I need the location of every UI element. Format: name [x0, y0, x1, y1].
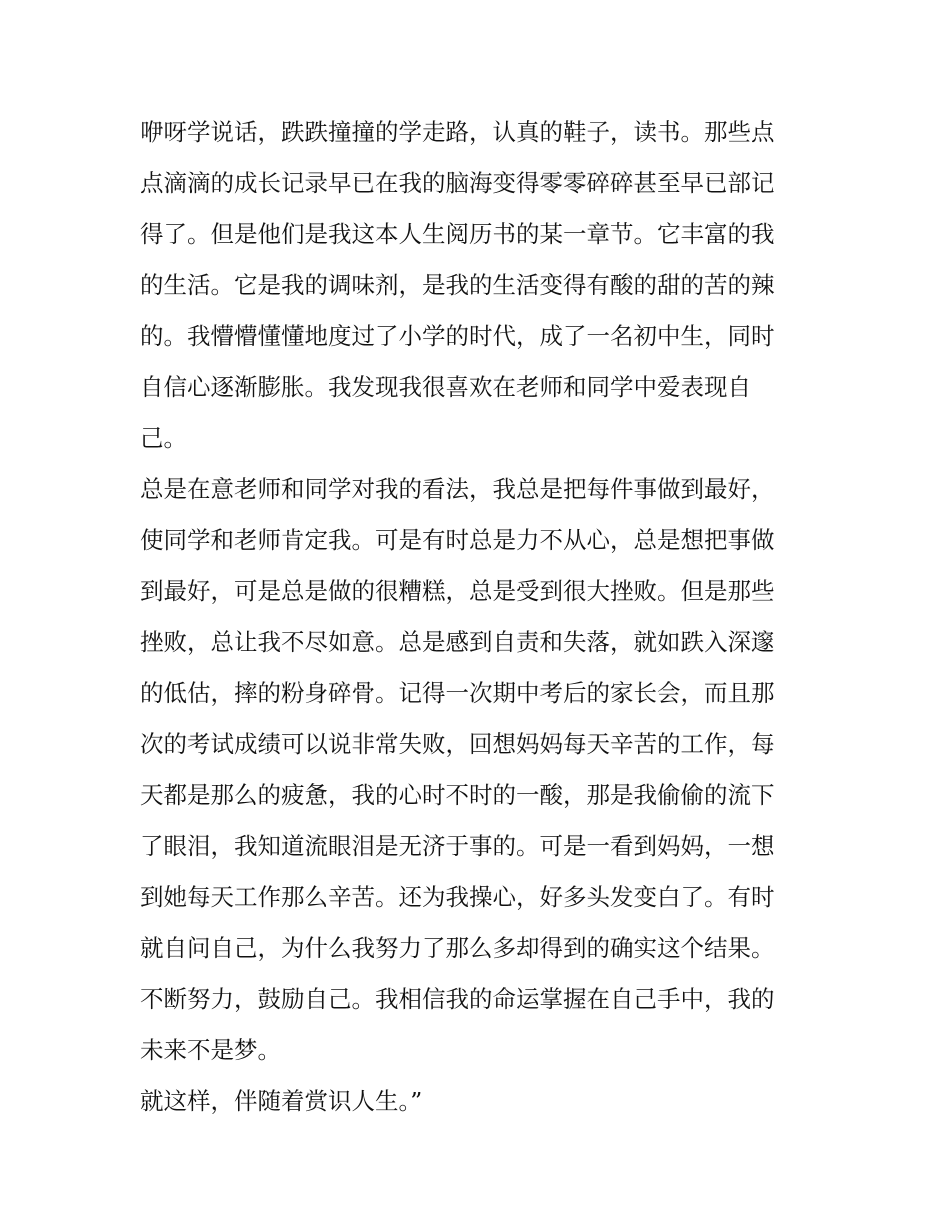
text-line: 得了。但是他们是我这本人生阅历书的某一章节。它丰富的我	[140, 220, 775, 248]
body-text	[140, 107, 812, 1127]
text-line: 的生活。它是我的调味剂，是我的生活变得有酸的甜的苦的辣	[140, 271, 775, 299]
text-line: 不断努力，鼓励自己。我相信我的命运掌握在自己手中，我的	[140, 985, 775, 1013]
text-line: 未来不是梦。	[140, 1036, 281, 1064]
text-line: 总是在意老师和同学对我的看法，我总是把每件事做到最好，	[140, 475, 775, 503]
text-line: 咿呀学说话，跌跌撞撞的学走路，认真的鞋子，读书。那些点	[140, 118, 775, 146]
text-line: 自信心逐渐膨胀。我发现我很喜欢在老师和同学中爱表现自	[140, 373, 751, 401]
text-line: 就这样，伴随着赏识人生。”	[140, 1087, 423, 1115]
text-line: 己。	[140, 424, 187, 452]
text-line: 到最好，可是总是做的很糟糕，总是受到很大挫败。但是那些	[140, 577, 775, 605]
text-line: 点滴滴的成长记录早已在我的脑海变得零零碎碎甚至早已部记	[140, 169, 775, 197]
text-line: 天都是那么的疲惫，我的心时不时的一酸，那是我偷偷的流下	[140, 781, 775, 809]
text-line: 就自问自己，为什么我努力了那么多却得到的确实这个结果。	[140, 934, 775, 962]
text-line: 了眼泪，我知道流眼泪是无济于事的。可是一看到妈妈，一想	[140, 832, 775, 860]
text-line: 使同学和老师肯定我。可是有时总是力不从心，总是想把事做	[140, 526, 775, 554]
text-line: 到她每天工作那么辛苦。还为我操心，好多头发变白了。有时	[140, 883, 775, 911]
text-line: 挫败，总让我不尽如意。总是感到自责和失落，就如跌入深邃	[140, 628, 775, 656]
text-line: 次的考试成绩可以说非常失败，回想妈妈每天辛苦的工作，每	[140, 730, 775, 758]
text-line: 的低估，摔的粉身碎骨。记得一次期中考后的家长会，而且那	[140, 679, 775, 707]
text-line: 的。我懵懵懂懂地度过了小学的时代，成了一名初中生，同时	[140, 322, 775, 350]
